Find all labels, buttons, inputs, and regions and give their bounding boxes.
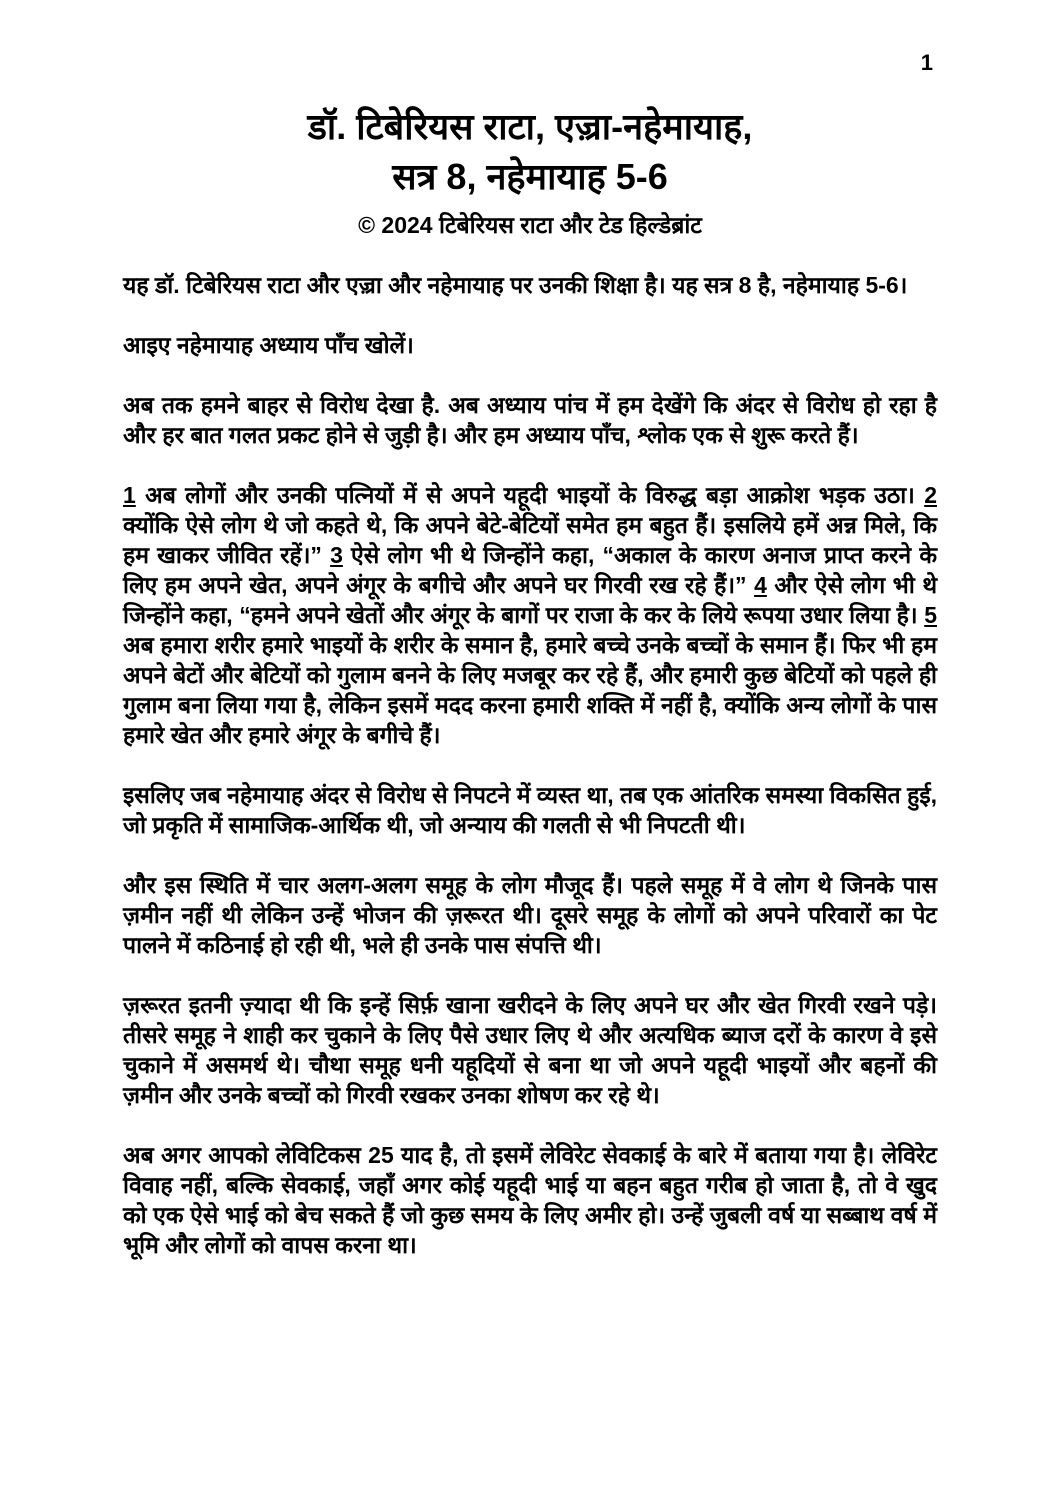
verse-text-5: अब हमारा शरीर हमारे भाइयों के शरीर के समान है, हमारे बच्चे उनके बच्चों के समान हैं। फिर भी हम अपने बेटों और बेटियों को गुलाम बनने के लिए मजबूर कर रहे हैं, और हमारी कुछ बेटियों को पहले ही गुलाम बना लिया गया है, लेकिन इसमें मदद करना हमारी शक्ति में नहीं है, क्योंकि अन्य लोगों के पास हमारे खेत और हमारे अंगूर के बगीचे हैं। bbox=[123, 631, 937, 748]
verse-number-4: 4 bbox=[754, 571, 767, 598]
scripture-paragraph bbox=[123, 480, 937, 750]
paragraph-context: अब तक हमने बाहर से विरोध देखा है. अब अध्याय पांच में हम देखेंगे कि अंदर से विरोध हो रहा है और हर बात गलत प्रकट होने से जुड़ी है। और हम अध्याय पाँच, श्लोक एक से शुरू करते हैं। bbox=[123, 391, 937, 448]
paragraph-internal-problem: इसलिए जब नहेमायाह अंदर से विरोध से निपटने में व्यस्त था, तब एक आंतरिक समस्या विकसित हुई, जो प्रकृति में सामाजिक-आर्थिक थी, जो अन्याय की गलती से भी निपटती थी। bbox=[123, 781, 937, 838]
verse-number-2: 2 bbox=[924, 481, 937, 508]
paragraph-need: ज़रूरत इतनी ज़्यादा थी कि इन्हें सिर्फ़ खाना खरीदने के लिए अपने घर और खेत गिरवी रखने पड़े। तीसरे समूह ने शाही कर चुकाने के लिए पैसे उधार लिए थे और अत्यधिक ब्याज दरों के कारण वे इसे चुकाने में असमर्थ थे। चौथा समूह धनी यहूदियों से बना था जो अपने यहूदी भाइयों और बहनों की ज़मीन और उनके बच्चों को गिरवी रखकर उनका शोषण कर रहे थे। bbox=[123, 991, 937, 1108]
document-title-line-2: सत्र 8, नहेमायाह 5-6 bbox=[392, 156, 668, 198]
paragraph-intro: यह डॉ. टिबेरियस राटा और एज़्रा और नहेमायाह पर उनकी शिक्षा है। यह सत्र 8 है, नहेमायाह 5-6। bbox=[123, 271, 908, 298]
paragraph-leviticus: अब अगर आपको लेविटिकस 25 याद है, तो इसमें लेविरेट सेवकाई के बारे में बताया गया है। लेविरेट विवाह नहीं, बल्कि सेवकाई, जहाँ अगर कोई यहूदी भाई या बहन बहुत गरीब हो जाता है, तो वे खुद को एक ऐसे भाई को बेच सकते हैं जो कुछ समय के लिए अमीर हो। उन्हें जुबली वर्ष या सब्बाथ वर्ष में भूमि और लोगों को वापस करना था। bbox=[123, 1141, 937, 1258]
verse-text-4: और ऐसे लोग भी थे जिन्होंने कहा, “हमने अपने खेतों और अंगूर के बागों पर राजा के कर के लिये रूपया उधार लिया है। bbox=[123, 571, 938, 628]
page-number: 1 bbox=[920, 50, 933, 75]
verse-number-3: 3 bbox=[330, 541, 343, 568]
verse-text-3: ऐसे लोग भी थे जिन्होंने कहा, “अकाल के कारण अनाज प्राप्त करने के लिए हम अपने खेत, अपने अंगूर के बगीचे और अपने घर गिरवी रख रहे हैं।” bbox=[123, 541, 937, 598]
title-block bbox=[123, 102, 937, 239]
document-title-line-1: डॉ. टिबेरियस राटा, एज़्रा-नहेमायाह, bbox=[307, 106, 753, 148]
copyright-line: © 2024 टिबेरियस राटा और टेड हिल्डेब्रांट bbox=[358, 211, 702, 238]
verse-text-2: क्योंकि ऐसे लोग थे जो कहते थे, कि अपने बेटे-बेटियों समेत हम बहुत हैं। इसलिये हमें अन्न मिले, कि हम खाकर जीवित रहें।” bbox=[123, 511, 937, 568]
paragraph-four-groups: और इस स्थिति में चार अलग-अलग समूह के लोग मौजूद हैं। पहले समूह में वे लोग थे जिनके पास ज़मीन नहीं थी लेकिन उन्हें भोजन की ज़रूरत थी। दूसरे समूह के लोगों को अपने परिवारों का पेट पालने में कठिनाई हो रही थी, भले ही उनके पास संपत्ति थी। bbox=[123, 871, 937, 958]
verse-text-1: अब लोगों और उनकी पत्नियों में से अपने यहूदी भाइयों के विरुद्ध बड़ा आक्रोश भड़क उठा। bbox=[145, 481, 915, 508]
verse-number-5: 5 bbox=[924, 601, 938, 628]
verse-number-1: 1 bbox=[123, 481, 136, 508]
paragraph-open-chapter: आइए नहेमायाह अध्याय पाँच खोलें। bbox=[123, 331, 414, 358]
